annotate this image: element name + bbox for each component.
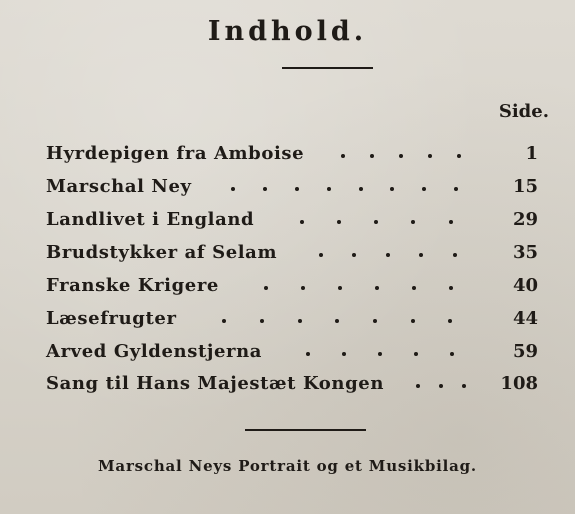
toc-entry — [46, 171, 538, 201]
leader-dot — [231, 187, 235, 191]
leader-dot — [260, 319, 264, 323]
toc-entry-page: 35 — [512, 241, 538, 263]
dot-leader — [192, 171, 496, 201]
dot-leader — [277, 237, 496, 267]
toc-entry-title: Brudstykker af Selam — [46, 241, 278, 263]
leader-dot — [352, 253, 356, 257]
toc-entry — [46, 336, 538, 366]
page-title: Indhold. — [207, 16, 368, 47]
toc-entry-title: Landlivet i England — [46, 208, 255, 230]
leader-dot — [450, 352, 454, 356]
toc-entry — [46, 303, 538, 333]
toc-entry-title: Arved Gyldenstjerna — [46, 340, 263, 362]
leader-dot — [453, 253, 457, 257]
leader-dot — [454, 187, 458, 191]
dot-leader — [262, 336, 496, 366]
leader-dot — [411, 319, 415, 323]
toc-entry — [46, 368, 538, 398]
toc-entry-page: 44 — [512, 307, 538, 329]
leader-dot — [462, 384, 466, 388]
leader-dot — [338, 286, 342, 290]
leader-dot — [449, 220, 453, 224]
toc-entry-title: Marschal Ney — [46, 175, 192, 197]
toc-entry — [46, 138, 538, 168]
leader-dot — [416, 384, 420, 388]
leader-dot — [264, 286, 268, 290]
leader-dot — [327, 187, 331, 191]
toc-entry-page: 29 — [512, 208, 538, 230]
leader-dot — [457, 154, 461, 158]
leader-dot — [342, 352, 346, 356]
leader-dot — [341, 154, 345, 158]
toc-entry — [46, 204, 538, 234]
dot-leader — [177, 303, 496, 333]
toc-entry-page: 1 — [525, 142, 538, 164]
leader-dot — [399, 154, 403, 158]
leader-dot — [439, 384, 443, 388]
toc-entry-title: Franske Krigere — [46, 274, 219, 296]
leader-dot — [412, 286, 416, 290]
leader-dot — [378, 352, 382, 356]
leader-dot — [428, 154, 432, 158]
leader-dot — [335, 319, 339, 323]
page-column-label: Side. — [498, 101, 549, 122]
leader-dot — [375, 286, 379, 290]
leader-dot — [449, 286, 453, 290]
leader-dot — [301, 286, 305, 290]
leader-dot — [414, 352, 418, 356]
toc-entry — [46, 270, 538, 300]
leader-dot — [222, 319, 226, 323]
leader-dot — [448, 319, 452, 323]
leader-dot — [422, 187, 426, 191]
leader-dot — [306, 352, 310, 356]
leader-dot — [390, 187, 394, 191]
toc-entry-page: 40 — [512, 274, 538, 296]
leader-dot — [300, 220, 304, 224]
footer-note: Marschal Neys Portrait og et Musikbilag. — [98, 457, 477, 475]
toc-entry-title: Læsefrugter — [46, 307, 177, 329]
toc-entry-title: Hyrdepigen fra Amboise — [46, 142, 305, 164]
leader-dot — [295, 187, 299, 191]
leader-dot — [359, 187, 363, 191]
toc-entry-page: 15 — [512, 175, 538, 197]
dot-leader — [254, 204, 496, 234]
dot-leader — [384, 368, 496, 398]
toc-entry-page: 59 — [512, 340, 538, 362]
leader-dot — [419, 253, 423, 257]
title-divider — [282, 67, 373, 69]
leader-dot — [319, 253, 323, 257]
toc-entry-title: Sang til Hans Majestæt Kongen — [46, 372, 385, 394]
leader-dot — [337, 220, 341, 224]
footer-divider — [245, 429, 366, 431]
dot-leader — [304, 138, 496, 168]
dot-leader — [219, 270, 496, 300]
leader-dot — [263, 187, 267, 191]
leader-dot — [411, 220, 415, 224]
leader-dot — [374, 220, 378, 224]
leader-dot — [298, 319, 302, 323]
leader-dot — [370, 154, 374, 158]
toc-entry — [46, 237, 538, 267]
toc-entry-page: 108 — [500, 372, 538, 394]
leader-dot — [386, 253, 390, 257]
leader-dot — [373, 319, 377, 323]
